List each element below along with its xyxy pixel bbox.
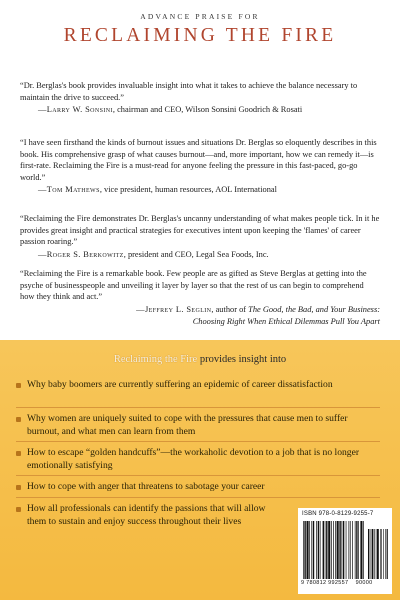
bullet-square-icon bbox=[16, 383, 21, 388]
bullet-divider bbox=[16, 441, 380, 442]
attribution-name: —Roger S. Berkowitz bbox=[38, 249, 124, 259]
praise-quote bbox=[20, 80, 380, 116]
attribution-name: —Jeffrey L. Seglin bbox=[136, 304, 212, 314]
quote-attribution bbox=[20, 104, 380, 116]
bullet-square-icon bbox=[16, 417, 21, 422]
quote-text: “Dr. Berglas's book provides invaluable insight into what it takes to achieve the balance necessary to maintain the drive to succeed.” bbox=[20, 81, 358, 102]
attribution-role: , chairman and CEO, Wilson Sonsini Goodrich & Rosati bbox=[112, 105, 303, 115]
praise-kicker: ADVANCE PRAISE FOR bbox=[140, 12, 260, 21]
bullet-divider bbox=[16, 497, 380, 498]
attribution-name: —Tom Mathews bbox=[38, 185, 100, 195]
bullet-square-icon bbox=[16, 451, 21, 456]
bullet-text: How all professionals can identify the passions that will allow them to sustain and enjoy success throughout their lives bbox=[27, 503, 266, 527]
barcode-bars bbox=[302, 521, 388, 579]
quote-attribution bbox=[20, 249, 380, 261]
quote-attribution bbox=[20, 184, 380, 196]
barcode-number bbox=[301, 580, 372, 586]
bullet-item bbox=[16, 379, 380, 392]
quote-attribution-cont bbox=[20, 316, 380, 328]
book-title: RECLAIMING THE FIRE bbox=[63, 25, 337, 46]
barcode bbox=[298, 508, 392, 594]
bullet-item bbox=[16, 503, 286, 528]
attribution-book: The Good, the Bad, and Your Business: bbox=[248, 304, 380, 314]
bullet-text: Why baby boomers are currently suffering an epidemic of career dissatisfaction bbox=[27, 379, 333, 390]
bullet-text: How to cope with anger that threatens to sabotage your career bbox=[27, 481, 265, 492]
panel-intro-rest: provides insight into bbox=[197, 354, 287, 365]
bullet-item bbox=[16, 481, 380, 494]
panel-intro-title: Reclaiming the Fire bbox=[113, 354, 198, 365]
barcode-main-number: 9 780812 992557 bbox=[301, 580, 349, 586]
bullet-text: How to escape “golden handcuffs”—the workaholic devotion to a job that is no longer emotionally satisfying bbox=[27, 447, 360, 471]
isbn-label: ISBN 978-0-8129-9255-7 bbox=[302, 511, 374, 517]
attribution-name: —Larry W. Sonsini bbox=[38, 105, 113, 115]
quote-text: “Reclaiming the Fire demonstrates Dr. Berglas's uncanny understanding of what makes people tick. In it he provides great insight and practical strategies for executives intent upon keeping the 'flames' of career passion roaring.” bbox=[20, 214, 380, 247]
barcode-addon-number: 90000 bbox=[355, 580, 373, 586]
quote-attribution bbox=[20, 304, 380, 316]
bullet-item bbox=[16, 413, 380, 438]
bullet-square-icon bbox=[16, 507, 21, 512]
attribution-role: , author of bbox=[211, 304, 249, 314]
praise-quote bbox=[20, 137, 380, 196]
insight-panel bbox=[0, 340, 400, 600]
bullet-square-icon bbox=[16, 485, 21, 490]
attribution-role: , vice president, human resources, AOL International bbox=[99, 185, 277, 195]
praise-quote bbox=[20, 268, 380, 328]
bullet-divider bbox=[16, 475, 380, 476]
attribution-role: , president and CEO, Legal Sea Foods, Inc. bbox=[123, 249, 269, 259]
quote-text: “I have seen firsthand the kinds of burnout issues and situations Dr. Berglas so eloquently describes in this book. His comprehensive grasp of what causes burnout—and, more important, how we can remedy it—is first-rate. Reclaiming the Fire is a must-read for anyone feeling the pressure in this fast-paced, go-go world.” bbox=[20, 138, 377, 182]
attribution-book-cont: Choosing Right When Ethical Dilemmas Pull You Apart bbox=[192, 317, 380, 327]
panel-intro bbox=[0, 354, 400, 365]
bullet-item bbox=[16, 447, 380, 472]
quote-text: “Reclaiming the Fire is a remarkable book. Few people are as gifted as Steve Berglas at getting into the psyche of businesspeople and unveiling it layer by layer so that the rest of us can begin to comprehend how they think and act.” bbox=[20, 269, 367, 302]
praise-quote bbox=[20, 213, 380, 260]
bullet-divider bbox=[16, 407, 380, 408]
bullet-text: Why women are uniquely suited to cope with the pressures that cause men to suffer burnout, and what men can learn from them bbox=[27, 413, 348, 437]
